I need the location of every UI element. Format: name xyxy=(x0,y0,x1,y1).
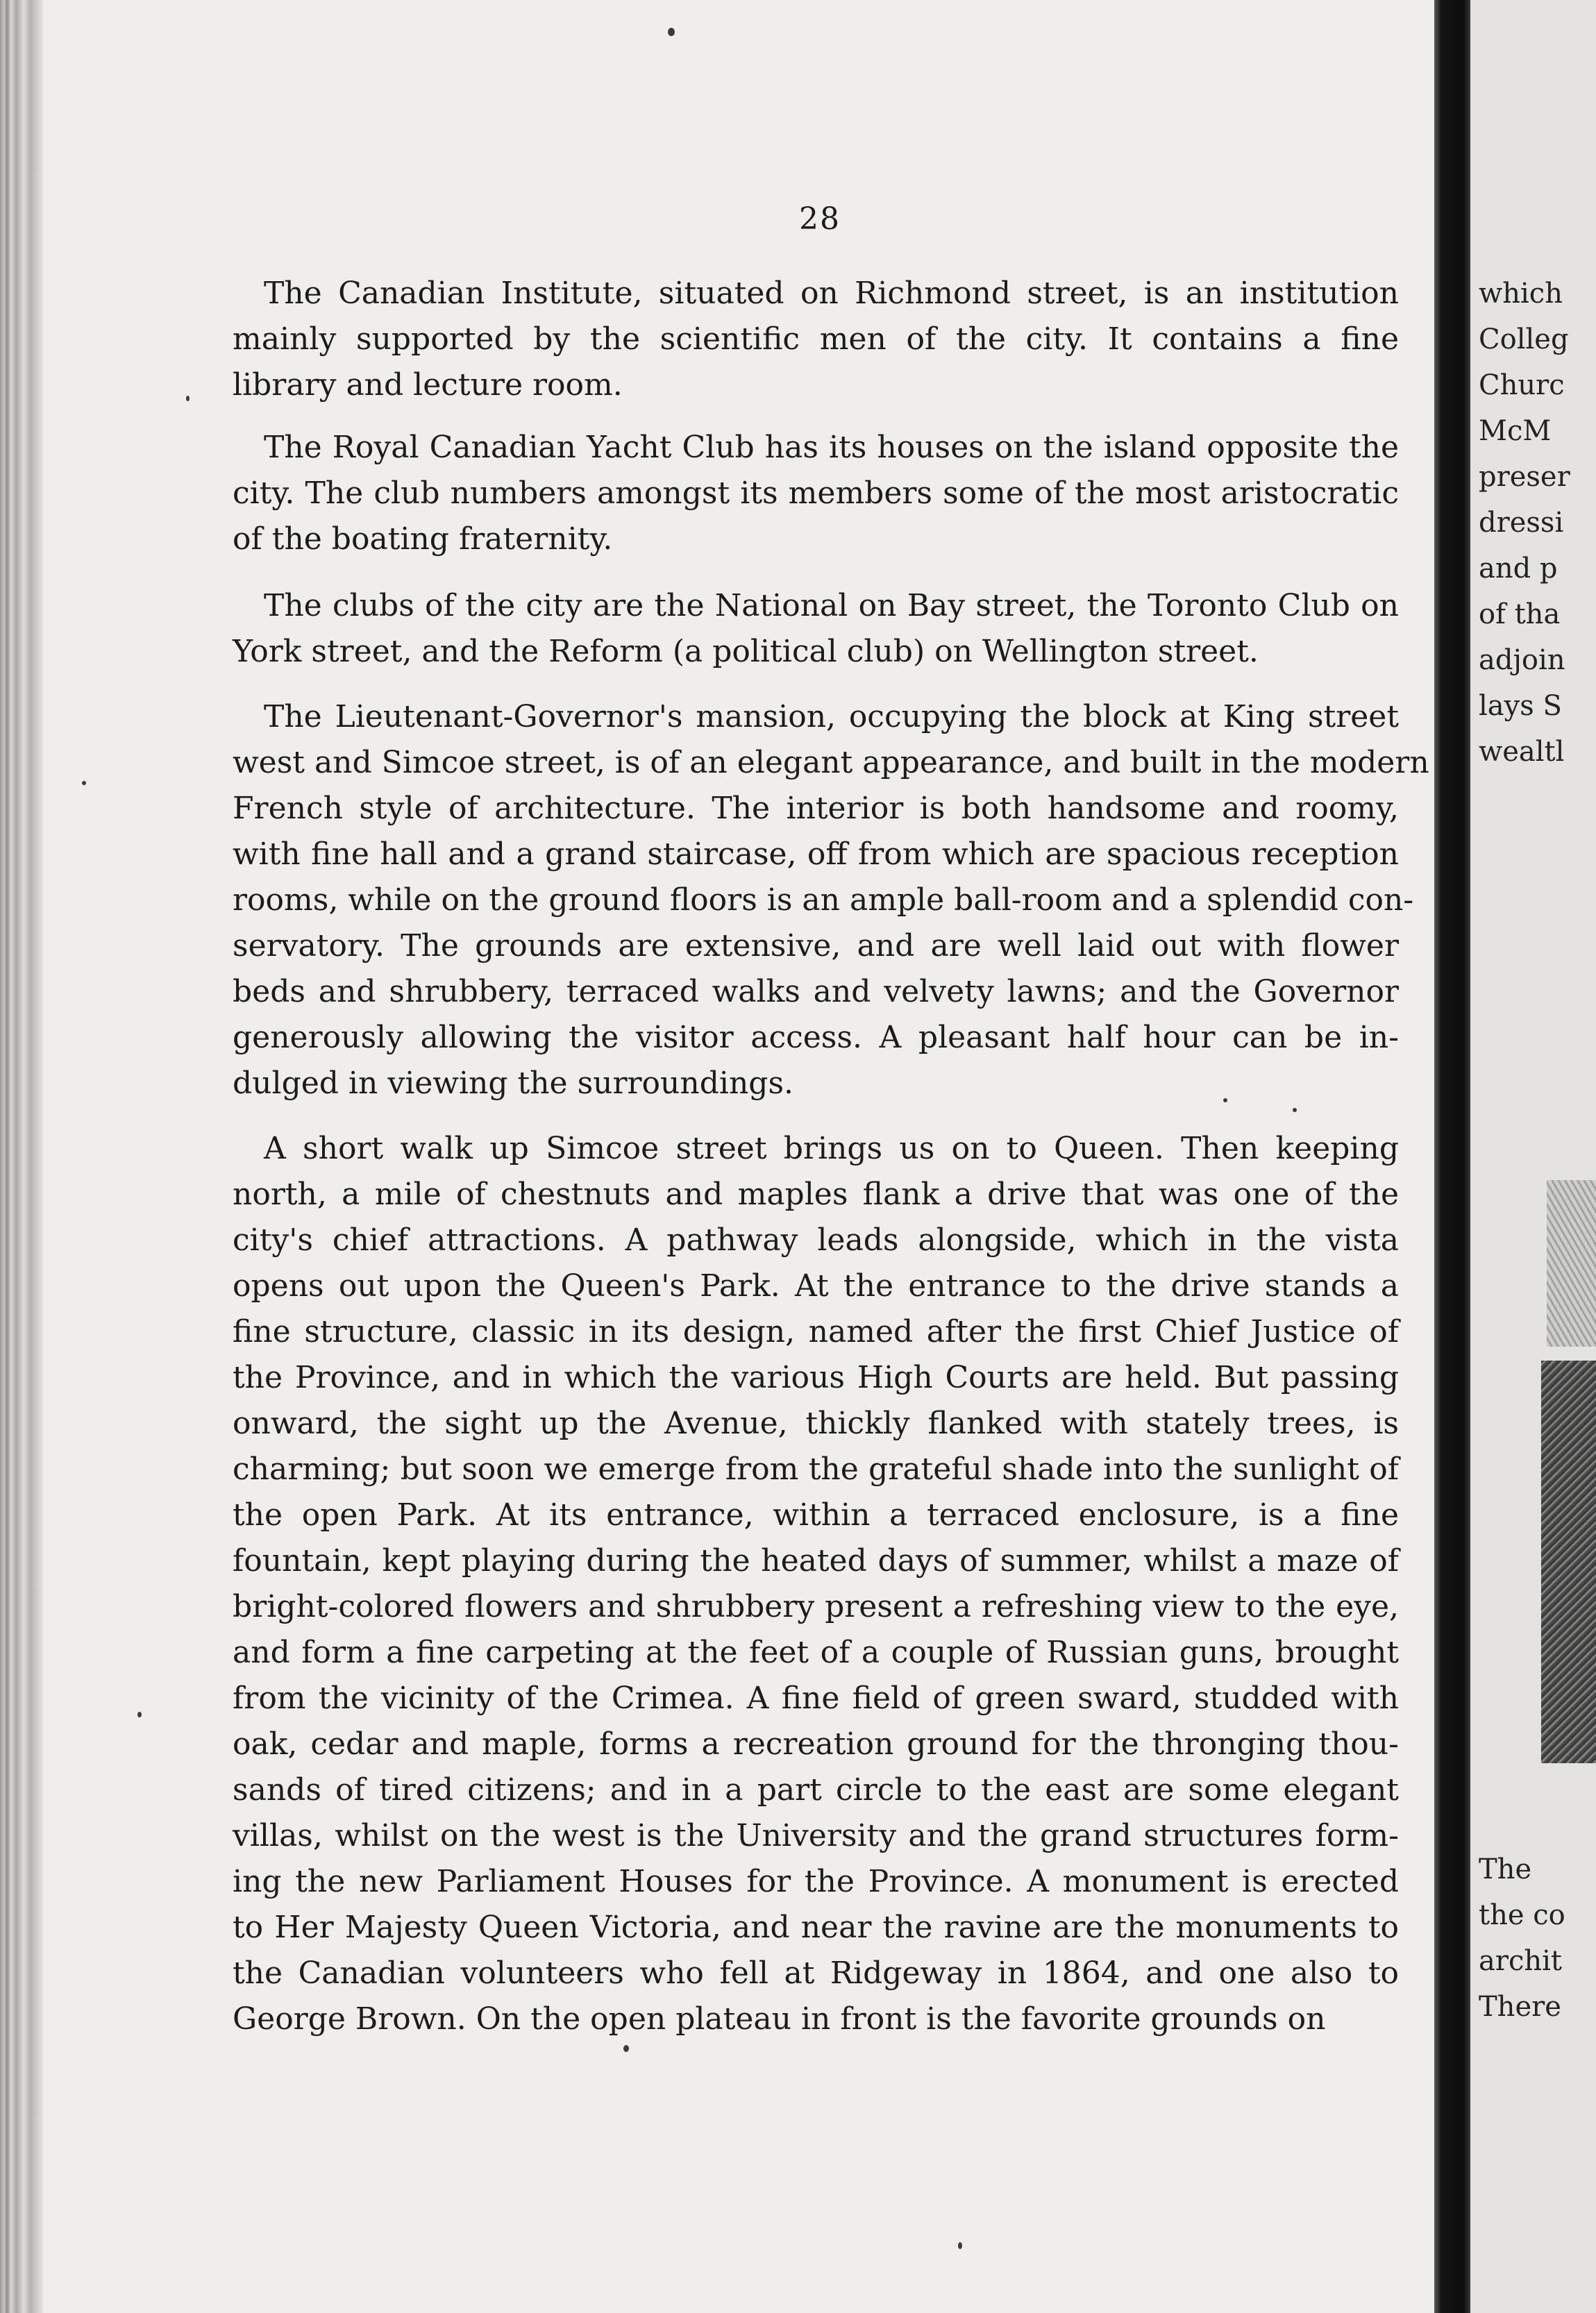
text-line: French style of architecture. The interior is both handsome and roomy, xyxy=(233,791,1399,826)
facing-page-text-fragment: and p xyxy=(1479,553,1558,584)
facing-page-text-fragment: The xyxy=(1479,1853,1532,1885)
facing-page-text-fragment: dressi xyxy=(1479,507,1564,539)
print-speck xyxy=(186,396,190,401)
print-speck xyxy=(137,1712,142,1717)
print-speck xyxy=(668,28,675,36)
text-line: city. The club numbers amongst its members some of the most aristocratic xyxy=(233,476,1399,511)
print-speck xyxy=(958,2242,962,2249)
print-speck xyxy=(1223,1098,1227,1102)
facing-page-text-fragment: McM xyxy=(1479,415,1552,447)
facing-page-text-fragment: of tha xyxy=(1479,598,1561,630)
text-line: A short walk up Simcoe street brings us on to Queen. Then keeping xyxy=(264,1131,1399,1166)
text-line: beds and shrubbery, terraced walks and velvety lawns; and the Governor xyxy=(233,974,1399,1009)
facing-page-text-fragment: adjoin xyxy=(1479,644,1565,676)
facing-page-text-fragment: Colleg xyxy=(1479,323,1569,355)
print-speck xyxy=(1293,1108,1297,1112)
text-line: York street, and the Reform (a political club) on Wellington street. xyxy=(233,634,1259,669)
text-line: rooms, while on the ground floors is an ample ball-room and a splendid con- xyxy=(233,882,1414,918)
text-line: the Canadian volunteers who fell at Ridgeway in 1864, and one also to xyxy=(233,1955,1399,1991)
facing-page xyxy=(1470,0,1596,2313)
facing-page-text-fragment: the co xyxy=(1479,1899,1565,1931)
text-line: The Royal Canadian Yacht Club has its houses on the island opposite the xyxy=(264,430,1399,465)
text-line: The Canadian Institute, situated on Richmond street, is an institution xyxy=(264,276,1399,311)
book-gutter xyxy=(1434,0,1470,2313)
facing-page-text-fragment: which xyxy=(1479,278,1563,310)
text-line: dulged in viewing the surroundings. xyxy=(233,1066,794,1101)
text-line: oak, cedar and maple, forms a recreation ground for the thronging thou- xyxy=(233,1726,1399,1762)
facing-page-text-fragment: wealtl xyxy=(1479,736,1565,768)
text-line: library and lecture room. xyxy=(233,367,623,403)
facing-page-text-fragment: Churc xyxy=(1479,369,1565,401)
paragraph xyxy=(233,1126,1399,2042)
text-line: charming; but soon we emerge from the grateful shade into the sunlight of xyxy=(233,1452,1399,1487)
text-line: opens out upon the Queen's Park. At the entrance to the drive stands a xyxy=(233,1268,1399,1304)
text-line: fine structure, classic in its design, named after the first Chief Justice of xyxy=(233,1314,1399,1349)
text-line: to Her Majesty Queen Victoria, and near the ravine are the monuments to xyxy=(233,1910,1399,1945)
paragraph xyxy=(233,694,1429,1107)
text-line: George Brown. On the open plateau in front is the favorite grounds on xyxy=(233,2001,1326,2037)
text-line: onward, the sight up the Avenue, thickly flanked with stately trees, is xyxy=(233,1406,1399,1441)
text-line: with fine hall and a grand staircase, off from which are spacious reception xyxy=(233,836,1399,872)
text-line: servatory. The grounds are extensive, and are well laid out with flower xyxy=(233,928,1399,964)
text-line: The clubs of the city are the National on Bay street, the Toronto Club on xyxy=(264,588,1399,623)
facing-page-text-fragment: lays S xyxy=(1479,690,1562,722)
text-line: The Lieutenant-Governor's mansion, occupying the block at King street xyxy=(264,699,1399,734)
paragraph xyxy=(233,425,1399,562)
text-line: from the vicinity of the Crimea. A fine field of green sward, studded with xyxy=(233,1681,1399,1716)
text-line: generously allowing the visitor access. A pleasant half hour can be in- xyxy=(233,1020,1399,1055)
print-speck xyxy=(623,2045,629,2052)
text-line: of the boating fraternity. xyxy=(233,521,613,557)
text-line: the open Park. At its entrance, within a terraced enclosure, is a fine xyxy=(233,1497,1399,1533)
text-line: sands of tired citizens; and in a part circle to the east are some elegant xyxy=(233,1772,1399,1808)
text-line: north, a mile of chestnuts and maples flank a drive that was one of the xyxy=(233,1177,1399,1212)
print-speck xyxy=(82,781,86,785)
text-line: villas, whilst on the west is the University and the grand structures form- xyxy=(233,1818,1399,1853)
page-number: 28 xyxy=(799,201,841,237)
facing-page-text-fragment: archit xyxy=(1479,1945,1562,1977)
facing-page-engraving xyxy=(1541,1361,1596,1763)
text-line: city's chief attractions. A pathway leads alongside, which in the vista xyxy=(233,1222,1399,1258)
text-line: fountain, kept playing during the heated days of summer, whilst a maze of xyxy=(233,1543,1399,1579)
text-line: and form a fine carpeting at the feet of a couple of Russian guns, brought xyxy=(233,1635,1399,1670)
paragraph xyxy=(233,271,1399,408)
text-line: mainly supported by the scientific men of the city. It contains a fine xyxy=(233,321,1399,357)
paragraph xyxy=(233,583,1399,675)
text-line: the Province, and in which the various High Courts are held. But passing xyxy=(233,1360,1399,1395)
facing-page-engraving-top xyxy=(1547,1180,1596,1347)
facing-page-text-fragment: There xyxy=(1479,1991,1561,2023)
book-left-edge xyxy=(0,0,43,2313)
text-line: west and Simcoe street, is of an elegant appearance, and built in the modern xyxy=(233,745,1429,780)
text-line: ing the new Parliament Houses for the Province. A monument is erected xyxy=(233,1864,1399,1899)
text-line: bright-colored flowers and shrubbery present a refreshing view to the eye, xyxy=(233,1589,1399,1624)
facing-page-text-fragment: preser xyxy=(1479,461,1570,493)
